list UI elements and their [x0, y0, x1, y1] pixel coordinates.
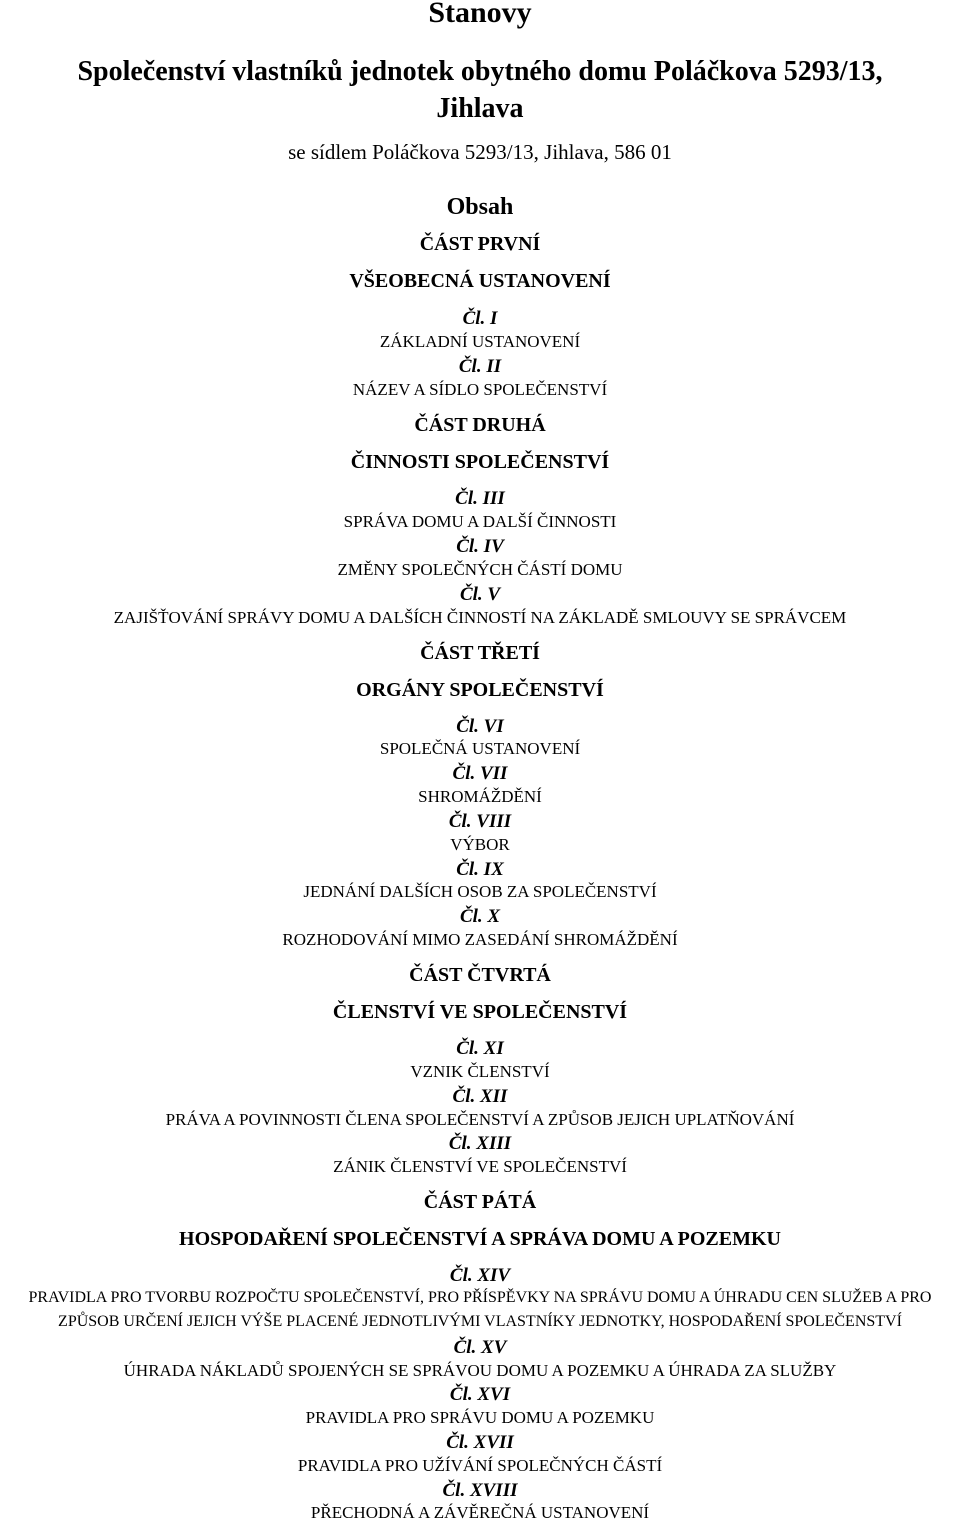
toc-article-18-title: PŘECHODNÁ A ZÁVĚREČNÁ USTANOVENÍ — [310, 1503, 650, 1522]
toc-article-6-label: Čl. VI — [456, 716, 504, 737]
toc-article-3-label: Čl. III — [455, 488, 505, 509]
toc-part-3-label: ČÁST TŘETÍ — [420, 642, 540, 664]
toc-article-12-title: PRÁVA A POVINNOSTI ČLENA SPOLEČENSTVÍ A ZPŮSOB JEJICH UPLATŇOVÁNÍ — [165, 1110, 795, 1129]
toc-article-13-title: ZÁNIK ČLENSTVÍ VE SPOLEČENSTVÍ — [333, 1157, 627, 1176]
toc-article-16-title: PRAVIDLA PRO SPRÁVU DOMU A POZEMKU — [305, 1408, 655, 1427]
toc-article-5-title: ZAJIŠŤOVÁNÍ SPRÁVY DOMU A DALŠÍCH ČINNOSTÍ NA ZÁKLADĚ SMLOUVY SE SPRÁVCEM — [113, 608, 847, 627]
toc-part-3-title: ORGÁNY SPOLEČENSTVÍ — [356, 679, 604, 701]
toc-part-5-title: HOSPODAŘENÍ SPOLEČENSTVÍ A SPRÁVA DOMU A POZEMKU — [179, 1228, 781, 1250]
toc-heading: Obsah — [446, 194, 514, 220]
toc-part-4-label: ČÁST ČTVRTÁ — [409, 964, 551, 986]
toc-part-1-label: ČÁST PRVNÍ — [419, 233, 541, 255]
toc-article-10-label: Čl. X — [459, 906, 501, 927]
toc-part-2-label: ČÁST DRUHÁ — [414, 414, 546, 436]
toc-article-11-label: Čl. XI — [456, 1038, 504, 1059]
toc-part-5-label: ČÁST PÁTÁ — [423, 1191, 537, 1213]
toc-article-1-title: ZÁKLADNÍ USTANOVENÍ — [379, 332, 581, 351]
toc-article-4-label: Čl. IV — [456, 536, 504, 557]
toc-article-15-title: ÚHRADA NÁKLADŮ SPOJENÝCH SE SPRÁVOU DOMU A POZEMKU A ÚHRADA ZA SLUŽBY — [123, 1361, 837, 1380]
toc-article-8-title: VÝBOR — [450, 835, 510, 854]
seat-address: se sídlem Poláčkova 5293/13, Jihlava, 586 01 — [288, 140, 672, 164]
toc-article-12-label: Čl. XII — [452, 1086, 508, 1107]
toc-article-13-label: Čl. XIII — [448, 1133, 512, 1154]
toc-article-1-label: Čl. I — [462, 308, 498, 329]
toc-article-8-label: Čl. VIII — [448, 811, 512, 832]
toc-article-17-label: Čl. XVII — [446, 1432, 514, 1453]
toc-part-4-title: ČLENSTVÍ VE SPOLEČENSTVÍ — [332, 1001, 628, 1023]
toc-article-11-title: VZNIK ČLENSTVÍ — [410, 1062, 550, 1081]
toc-article-5-label: Čl. V — [459, 584, 501, 605]
toc-article-6-title: SPOLEČNÁ USTANOVENÍ — [379, 739, 581, 758]
toc-article-18-label: Čl. XVIII — [442, 1480, 518, 1501]
toc-article-16-label: Čl. XVI — [449, 1384, 511, 1405]
organization-name-line-1: Společenství vlastníků jednotek obytného domu Poláčkova 5293/13, — [77, 56, 883, 87]
document-title: Stanovy — [428, 0, 532, 29]
toc-article-14-label: Čl. XIV — [449, 1265, 511, 1286]
toc-article-15-label: Čl. XV — [453, 1337, 507, 1358]
toc-article-14-title-line-2: ZPŮSOB URČENÍ JEJICH VÝŠE PLACENÉ JEDNOTLIVÝMI VLASTNÍKY JEDNOTKY, HOSPODAŘENÍ SPOLEČENSTVÍ — [58, 1313, 902, 1330]
toc-article-2-title: NÁZEV A SÍDLO SPOLEČENSTVÍ — [352, 380, 608, 399]
toc-article-2-label: Čl. II — [458, 356, 502, 377]
toc-article-7-title: SHROMÁŽDĚNÍ — [418, 787, 542, 806]
toc-article-7-label: Čl. VII — [452, 763, 508, 784]
toc-article-9-title: JEDNÁNÍ DALŠÍCH OSOB ZA SPOLEČENSTVÍ — [303, 882, 657, 901]
toc-article-3-title: SPRÁVA DOMU A DALŠÍ ČINNOSTI — [343, 512, 617, 531]
toc-article-14-title-line-1: PRAVIDLA PRO TVORBU ROZPOČTU SPOLEČENSTVÍ, PRO PŘÍSPĚVKY NA SPRÁVU DOMU A ÚHRADU CEN SLUŽEB A PRO — [28, 1289, 932, 1306]
toc-article-4-title: ZMĚNY SPOLEČNÝCH ČÁSTÍ DOMU — [337, 560, 623, 579]
toc-part-1-title: VŠEOBECNÁ USTANOVENÍ — [349, 270, 611, 292]
toc-article-9-label: Čl. IX — [456, 859, 504, 880]
toc-article-10-title: ROZHODOVÁNÍ MIMO ZASEDÁNÍ SHROMÁŽDĚNÍ — [282, 930, 678, 949]
toc-article-17-title: PRAVIDLA PRO UŽÍVÁNÍ SPOLEČNÝCH ČÁSTÍ — [297, 1456, 663, 1475]
organization-name-line-2: Jihlava — [436, 93, 524, 124]
toc-part-2-title: ČINNOSTI SPOLEČENSTVÍ — [350, 451, 610, 473]
